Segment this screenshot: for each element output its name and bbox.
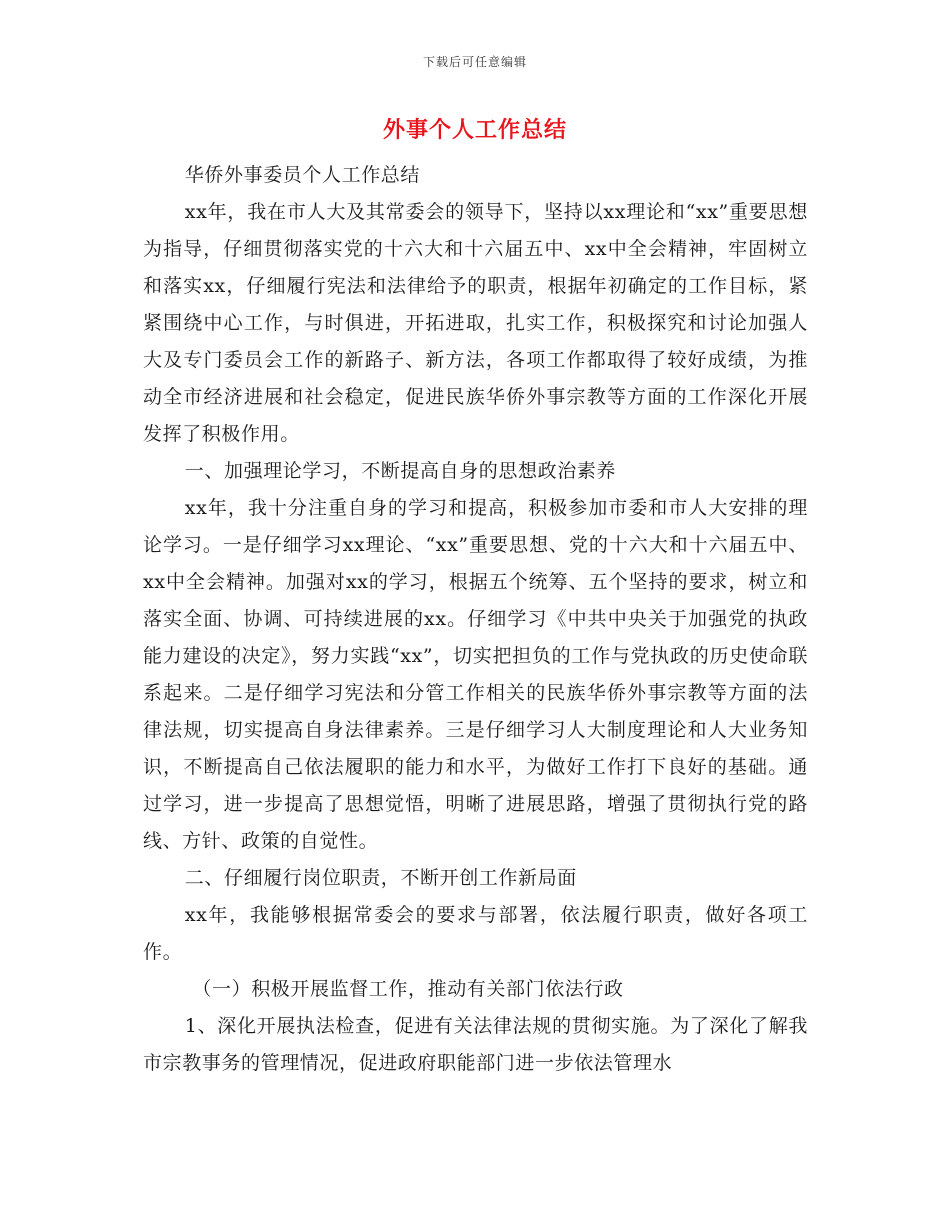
section-heading: 一、加强理论学习，不断提高自身的思想政治素养 bbox=[184, 460, 616, 482]
document-title: 外事个人工作总结 bbox=[382, 118, 567, 143]
body-paragraph: xx年，我十分注重自身的学习和提高，积极参加市委和市人大安排的理论学习。一是仔细学习xx理论、“xx”重要思想、党的十六大和十六届五中、xx中全会精神。加强对xx的学习，根据五个统筹、五个坚持的要求，树立和落实全面、协调、可持续进展的xx。仔细学习《中共中央关于加强党的执政能力建设的决定》，努力实践“xx”，切实把担负的工作与党执政的历史使命联系起来。二是仔细学习宪法和分管工作相关的民族华侨外事宗教等方面的法律法规，切实提高自身法律素养。三是仔细学习人大制度理论和人大业务知识，不断提高自己依法履职的能力和水平，为做好工作打下良好的基础。通过学习，进一步提高了思想觉悟，明晰了进展思路，增强了贯彻执行党的路线、方针、政策的自觉性。 bbox=[143, 497, 808, 852]
document-body bbox=[143, 157, 808, 1082]
body-paragraph: xx年，我能够根据常委会的要求与部署，依法履行职责，做好各项工作。 bbox=[143, 904, 808, 963]
body-paragraph: xx年，我在市人大及其常委会的领导下，坚持以xx理论和“xx”重要思想为指导，仔细贯彻落实党的十六大和十六届五中、xx中全会精神，牢固树立和落实xx，仔细履行宪法和法律给予的职责，根据年初确定的工作目标，紧紧围绕中心工作，与时俱进，开拓进取，扎实工作，积极探究和讨论加强人大及专门委员会工作的新路子、新方法，各项工作都取得了较好成绩，为推动全市经济进展和社会稳定，促进民族华侨外事宗教等方面的工作深化开展发挥了积极作用。 bbox=[143, 201, 808, 445]
header-note: 下载后可任意编辑 bbox=[422, 55, 527, 69]
body-paragraph: 1、深化开展执法检查，促进有关法律法规的贯彻实施。为了深化了解我市宗教事务的管理情况，促进政府职能部门进一步依法管理水 bbox=[143, 1015, 808, 1074]
subsection-heading: （一）积极开展监督工作，推动有关部门依法行政 bbox=[192, 978, 624, 1000]
section-heading: 二、仔细履行岗位职责，不断开创工作新局面 bbox=[184, 867, 577, 889]
subtitle-paragraph: 华侨外事委员个人工作总结 bbox=[184, 164, 420, 186]
